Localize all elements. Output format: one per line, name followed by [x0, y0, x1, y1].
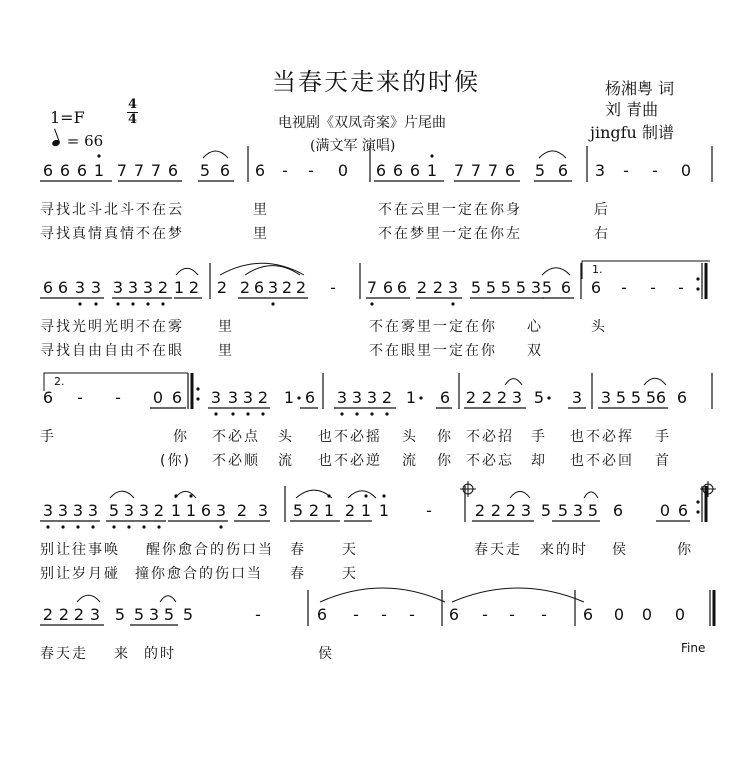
- low-octave-dot: [116, 302, 119, 305]
- note: 6: [392, 161, 404, 180]
- repeat-dot: [196, 397, 199, 400]
- low-octave-dot: [219, 525, 222, 528]
- note: 3: [447, 278, 459, 297]
- slur: [452, 588, 584, 602]
- lyric: 也不必挥: [570, 429, 634, 445]
- note: 6: [448, 605, 460, 624]
- lyric: 春天走: [40, 646, 88, 662]
- note: 2: [496, 388, 508, 407]
- key-signature: 1=F: [50, 108, 85, 127]
- lyric: 的时: [144, 646, 176, 662]
- note: 6: [590, 278, 602, 297]
- lyric: 天: [342, 542, 358, 558]
- low-octave-dot: [157, 525, 160, 528]
- note: 3: [210, 388, 222, 407]
- note: 2: [308, 501, 320, 520]
- note: -: [255, 605, 261, 624]
- note: 1: [360, 501, 372, 520]
- note: 1: [170, 501, 182, 520]
- note: 0: [680, 161, 692, 180]
- repeat-dot: [696, 500, 699, 503]
- note: 6: [396, 278, 408, 297]
- note: 3: [366, 388, 378, 407]
- note: 7: [133, 161, 145, 180]
- note: 3: [600, 388, 612, 407]
- augmentation-dot: [297, 396, 300, 399]
- lyric-verse2: 寻找自由自由不在眼: [40, 343, 184, 359]
- lyric-verse2: 也不必逆: [318, 453, 382, 469]
- note: 0: [613, 605, 625, 624]
- slur: [176, 268, 198, 275]
- slur: [110, 491, 134, 498]
- note: -: [353, 605, 359, 624]
- note: 5: [133, 605, 145, 624]
- note: 2: [432, 278, 444, 297]
- note: 5: [470, 278, 482, 297]
- high-octave-dot: [364, 494, 367, 497]
- slur: [160, 596, 176, 602]
- note: 5: [645, 388, 657, 407]
- lyric: 醒你愈合的伤口当: [146, 542, 274, 558]
- note: 3: [227, 388, 239, 407]
- low-octave-dot: [46, 525, 49, 528]
- note: -: [77, 388, 83, 407]
- lyricist-credit: 杨湘粤 词: [605, 79, 675, 98]
- slur: [644, 378, 666, 385]
- note: 2: [153, 501, 165, 520]
- high-octave-dot: [382, 494, 385, 497]
- repeat-dot: [196, 387, 199, 390]
- low-octave-dot: [112, 525, 115, 528]
- note: 6: [254, 161, 266, 180]
- note: 3: [336, 388, 348, 407]
- note: 6: [582, 605, 594, 624]
- note: 6: [57, 278, 69, 297]
- note: -: [623, 161, 629, 180]
- low-octave-dot: [271, 302, 274, 305]
- lyric: 不必招: [466, 429, 514, 445]
- note: 7: [453, 161, 465, 180]
- note: -: [541, 605, 547, 624]
- note: 6: [167, 161, 179, 180]
- volta-label-1: 1.: [592, 263, 603, 276]
- low-octave-dot: [340, 412, 343, 415]
- lyric-verse2: 里: [253, 226, 269, 242]
- note: 3: [520, 501, 532, 520]
- note: 3: [571, 388, 583, 407]
- lyric-verse2: 不在梦里一定在你左: [378, 226, 522, 242]
- note: 3: [127, 278, 139, 297]
- lyric: 别让往事唤: [40, 542, 120, 558]
- note: 3: [138, 501, 150, 520]
- augmentation-dot: [547, 396, 550, 399]
- note: -: [509, 605, 515, 624]
- note: 6: [409, 161, 421, 180]
- note: 0: [337, 161, 349, 180]
- note: 6: [560, 278, 572, 297]
- note: 0: [641, 605, 653, 624]
- note: 3: [511, 388, 523, 407]
- lyric-verse2: 右: [594, 226, 610, 242]
- low-octave-dot: [76, 525, 79, 528]
- note: -: [426, 501, 432, 520]
- lyric: 寻找光明光明不在雾: [40, 319, 184, 335]
- low-octave-dot: [261, 412, 264, 415]
- note: 6: [253, 278, 265, 297]
- lyric-verse2: 你: [437, 453, 453, 469]
- note: 5: [114, 605, 126, 624]
- lyric: 春: [290, 542, 306, 558]
- lyric: 头: [591, 319, 607, 335]
- lyric: 来的时: [540, 542, 588, 558]
- note: 1: [173, 278, 185, 297]
- slur: [296, 490, 332, 498]
- note: 5: [182, 605, 194, 624]
- note: 5: [533, 388, 545, 407]
- note: 2: [42, 605, 54, 624]
- lyric-verse2: 撞你愈合的伤口当: [135, 566, 263, 582]
- slur: [320, 588, 445, 602]
- note: 0: [659, 501, 671, 520]
- note: 6: [219, 161, 231, 180]
- note: 6: [171, 388, 183, 407]
- lyric-verse2: 春: [290, 566, 306, 582]
- note: 2: [157, 278, 169, 297]
- lyric: 不必点: [212, 429, 260, 445]
- note: 1: [378, 501, 390, 520]
- arranger-credit: jingfu 制谱: [590, 123, 674, 142]
- note: 5: [163, 605, 175, 624]
- low-octave-dot: [131, 302, 134, 305]
- note: 2: [257, 388, 269, 407]
- note: -: [482, 605, 488, 624]
- note: 6: [677, 501, 689, 520]
- source-note: 电视剧《双凤奇案》片尾曲: [278, 115, 446, 131]
- lyric-verse2: (你): [160, 453, 191, 469]
- note: 3: [242, 388, 254, 407]
- lyric-verse2: 不在眼里一定在你: [369, 343, 497, 359]
- lyric-verse2: 天: [342, 566, 358, 582]
- note: 2: [490, 501, 502, 520]
- note: 3: [89, 605, 101, 624]
- note: 3: [267, 278, 279, 297]
- lyric: 也不必摇: [318, 429, 382, 445]
- note: -: [308, 161, 314, 180]
- slur: [542, 268, 570, 275]
- note: 0: [152, 388, 164, 407]
- high-octave-dot: [430, 154, 433, 157]
- note: 0: [674, 605, 686, 624]
- note: 2: [381, 388, 393, 407]
- note: 6: [316, 605, 328, 624]
- note: 3: [215, 501, 227, 520]
- lyric: 你: [173, 429, 189, 445]
- lyric: 你: [437, 429, 453, 445]
- note: 7: [470, 161, 482, 180]
- slur: [77, 595, 100, 602]
- lyric: 手: [655, 429, 671, 445]
- note: 1: [405, 388, 417, 407]
- note: 3: [90, 278, 102, 297]
- note: 2: [481, 388, 493, 407]
- lyric-verse2: 不必顺: [212, 453, 260, 469]
- note: 6: [59, 161, 71, 180]
- tempo-value: = 66: [66, 132, 104, 150]
- lyric-verse2: 里: [218, 343, 234, 359]
- low-octave-dot: [246, 412, 249, 415]
- low-octave-dot: [385, 412, 388, 415]
- lyric: 手: [531, 429, 547, 445]
- note: 5: [615, 388, 627, 407]
- lyric: 头: [402, 429, 418, 445]
- note: 6: [439, 388, 451, 407]
- note: 5: [541, 278, 553, 297]
- lyric: 不在云里一定在你身: [378, 202, 522, 218]
- lyric: 心: [527, 319, 543, 335]
- note: 5: [500, 278, 512, 297]
- note: 2: [58, 605, 70, 624]
- note: 3: [148, 605, 160, 624]
- note: 6: [655, 388, 667, 407]
- note: 2: [465, 388, 477, 407]
- low-octave-dot: [127, 525, 130, 528]
- note: -: [621, 278, 627, 297]
- lyric: 手: [40, 429, 56, 445]
- low-octave-dot: [146, 302, 149, 305]
- lyric-verse2: 别让岁月碰: [40, 566, 120, 582]
- note: 5: [540, 501, 552, 520]
- lyric: 里: [218, 319, 234, 335]
- note: 5: [199, 161, 211, 180]
- lyric-verse2: 双: [527, 343, 543, 359]
- slur: [245, 266, 300, 275]
- note: 7: [116, 161, 128, 180]
- lyric: 里: [253, 202, 269, 218]
- slur: [175, 491, 196, 498]
- note: 5: [515, 278, 527, 297]
- note: -: [282, 161, 288, 180]
- fine-marking: Fine: [681, 641, 706, 655]
- lyric-verse2: 流: [402, 453, 418, 469]
- note: 6: [382, 278, 394, 297]
- repeat-dot: [696, 287, 699, 290]
- note: 7: [487, 161, 499, 180]
- note: 2: [216, 278, 228, 297]
- note: 6: [612, 501, 624, 520]
- lyric: 不在雾里一定在你: [369, 319, 497, 335]
- note: 2: [73, 605, 85, 624]
- note: 3: [112, 278, 124, 297]
- slur: [510, 491, 530, 498]
- lyric: 侯: [612, 542, 628, 558]
- low-octave-dot: [231, 412, 234, 415]
- note: 6: [504, 161, 516, 180]
- lyric: 你: [677, 542, 693, 558]
- lyric-verse2: 也不必回: [570, 453, 634, 469]
- note: 5: [485, 278, 497, 297]
- lyric-verse2: 不必忘: [466, 453, 514, 469]
- low-octave-dot: [370, 412, 373, 415]
- note: -: [330, 278, 336, 297]
- volta-label-2: 2.: [54, 375, 65, 388]
- note: 2: [281, 278, 293, 297]
- slur: [220, 263, 304, 275]
- note: -: [650, 278, 656, 297]
- slur: [348, 491, 376, 498]
- lyric: 头: [278, 429, 294, 445]
- slur: [203, 151, 228, 158]
- note: 2: [344, 501, 356, 520]
- lyric-verse2: 流: [278, 453, 294, 469]
- note: 2: [236, 501, 248, 520]
- note: 3: [42, 501, 54, 520]
- high-octave-dot: [189, 494, 192, 497]
- note: 3: [72, 501, 84, 520]
- note: 1: [426, 161, 438, 180]
- note: 6: [42, 161, 54, 180]
- note: 6: [676, 388, 688, 407]
- lyric-verse2: 却: [531, 453, 547, 469]
- slur: [584, 492, 598, 498]
- note: 5: [587, 501, 599, 520]
- lyric-verse2: 首: [655, 453, 671, 469]
- slur: [539, 151, 566, 158]
- lyric-verse2: 寻找真情真情不在梦: [40, 226, 184, 242]
- note: 6: [42, 278, 54, 297]
- lyric: 寻找北斗北斗不在云: [40, 202, 184, 218]
- lyric: 来: [114, 646, 130, 662]
- low-octave-dot: [94, 302, 97, 305]
- note: 3: [87, 501, 99, 520]
- low-octave-dot: [161, 302, 164, 305]
- note: -: [678, 278, 684, 297]
- repeat-dot: [696, 277, 699, 280]
- note: 3: [123, 501, 135, 520]
- note: -: [115, 388, 121, 407]
- note: -: [381, 605, 387, 624]
- singer-note: (满文军 演唱): [310, 138, 396, 154]
- note: 5: [630, 388, 642, 407]
- note: 3: [351, 388, 363, 407]
- note: 6: [200, 501, 212, 520]
- lyric: 后: [594, 202, 610, 218]
- lyric: 侯: [318, 646, 334, 662]
- lyric: 春天走: [474, 542, 522, 558]
- note: 6: [304, 388, 316, 407]
- note: -: [652, 161, 658, 180]
- time-signature-top: 4: [127, 97, 138, 112]
- note: 6: [557, 161, 569, 180]
- note: 2: [295, 278, 307, 297]
- low-octave-dot: [451, 302, 454, 305]
- note: 7: [366, 278, 378, 297]
- note: 2: [188, 278, 200, 297]
- note: 2: [416, 278, 428, 297]
- note: 5: [108, 501, 120, 520]
- low-octave-dot: [214, 412, 217, 415]
- note: -: [409, 605, 415, 624]
- low-octave-dot: [142, 525, 145, 528]
- note: 3: [572, 501, 584, 520]
- note: 3: [257, 501, 269, 520]
- note: 2: [239, 278, 251, 297]
- low-octave-dot: [78, 302, 81, 305]
- note: 2: [474, 501, 486, 520]
- note: 5: [292, 501, 304, 520]
- note: 1: [323, 501, 335, 520]
- augmentation-dot: [419, 396, 422, 399]
- note: 1: [93, 161, 105, 180]
- composer-credit: 刘 青曲: [605, 100, 659, 119]
- note: 3: [142, 278, 154, 297]
- time-signature-bottom: 4: [127, 112, 138, 127]
- high-octave-dot: [97, 154, 100, 157]
- note: 5: [557, 501, 569, 520]
- note: 1: [185, 501, 197, 520]
- note: 5: [534, 161, 546, 180]
- repeat-dot: [696, 510, 699, 513]
- slur: [505, 379, 522, 385]
- note: 1: [283, 388, 295, 407]
- note: 7: [150, 161, 162, 180]
- low-octave-dot: [355, 412, 358, 415]
- low-octave-dot: [61, 525, 64, 528]
- note: 6: [76, 161, 88, 180]
- low-octave-dot: [370, 302, 373, 305]
- note: 6: [375, 161, 387, 180]
- note: 3: [57, 501, 69, 520]
- note: 6: [42, 388, 54, 407]
- note: 2: [505, 501, 517, 520]
- note: 3: [594, 161, 606, 180]
- song-title: 当春天走来的时候: [272, 68, 480, 96]
- note: 3: [74, 278, 86, 297]
- note: 3: [530, 278, 542, 297]
- low-octave-dot: [91, 525, 94, 528]
